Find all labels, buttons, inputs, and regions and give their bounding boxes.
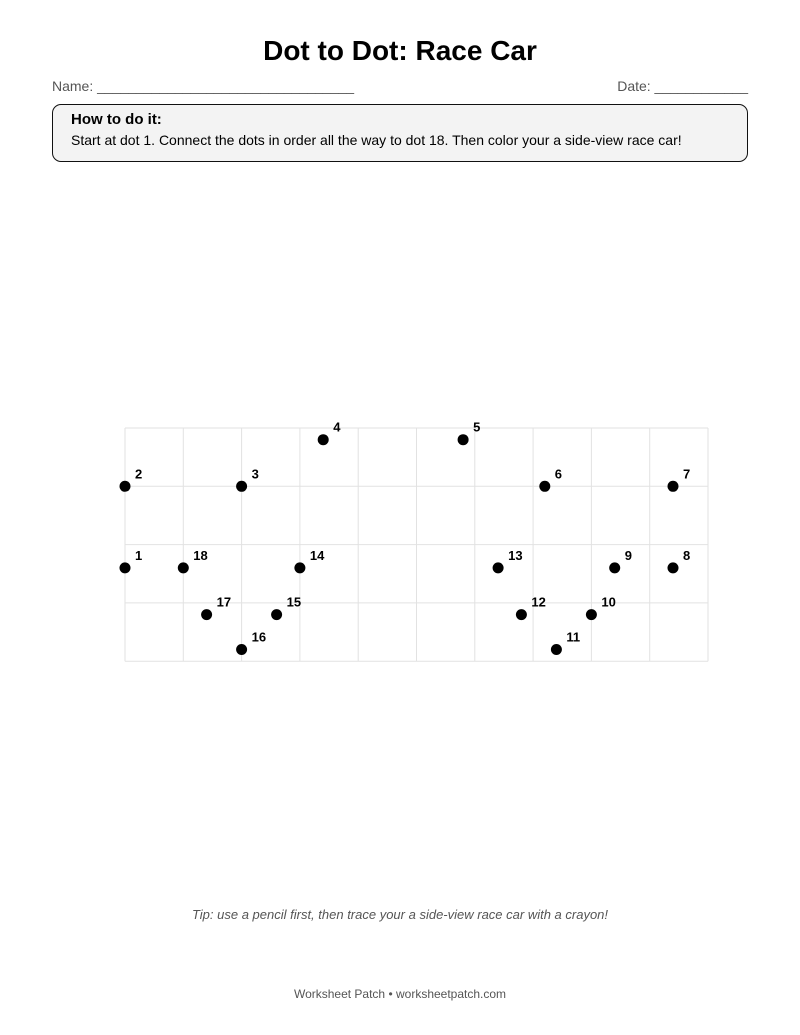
dot-label-14: 14	[309, 547, 325, 563]
footer-text: Worksheet Patch • worksheetpatch.com	[293, 987, 507, 1001]
dot-7[interactable]	[668, 481, 679, 492]
dot-17[interactable]	[201, 609, 212, 620]
dot-5[interactable]	[458, 434, 469, 445]
dot-label-17: 17	[216, 594, 232, 610]
dot-1[interactable]	[120, 562, 131, 573]
dot-label-8: 8	[683, 547, 691, 563]
dot-11[interactable]	[551, 644, 562, 655]
dot-2[interactable]	[120, 481, 131, 492]
dot-label-5: 5	[473, 419, 481, 435]
dot-14[interactable]	[294, 562, 305, 573]
dot-label-9: 9	[624, 547, 632, 563]
dot-label-6: 6	[554, 466, 563, 482]
dot-label-2: 2	[135, 466, 143, 482]
dot-label-1: 1	[135, 547, 143, 563]
dot-16[interactable]	[236, 644, 247, 655]
dot-12[interactable]	[516, 609, 527, 620]
dot-label-18: 18	[193, 547, 208, 563]
worksheet-title: Dot to Dot: Race Car	[263, 35, 537, 66]
dot-8[interactable]	[668, 562, 679, 573]
dot-9[interactable]	[609, 562, 620, 573]
dot-label-12: 12	[531, 594, 546, 610]
dot-label-3: 3	[251, 466, 259, 482]
dot-13[interactable]	[493, 562, 504, 573]
date-field[interactable]: Date: ____________	[617, 78, 748, 94]
dot-label-4: 4	[333, 419, 341, 435]
dot-4[interactable]	[318, 434, 329, 445]
dot-15[interactable]	[271, 609, 282, 620]
dot-label-11: 11	[566, 629, 581, 645]
dot-label-7: 7	[683, 466, 691, 482]
dot-3[interactable]	[236, 481, 247, 492]
dot-10[interactable]	[586, 609, 597, 620]
dot-18[interactable]	[178, 562, 189, 573]
dot-label-15: 15	[286, 594, 302, 610]
dots-layer	[120, 420, 691, 655]
dot-label-13: 13	[508, 547, 523, 563]
dot-label-16: 16	[251, 629, 267, 645]
instructions-text: Start at dot 1. Connect the dots in order all the way to dot 18. Then color your a side-view race car!	[71, 132, 682, 148]
dot-6[interactable]	[539, 481, 550, 492]
dot-label-10: 10	[601, 594, 616, 610]
tip-text: Tip: use a pencil first, then trace your a side-view race car with a crayon!	[191, 907, 609, 922]
grid-lines	[125, 428, 708, 661]
instructions-heading: How to do it:	[71, 111, 162, 128]
name-field[interactable]: Name: _________________________________	[52, 78, 355, 94]
